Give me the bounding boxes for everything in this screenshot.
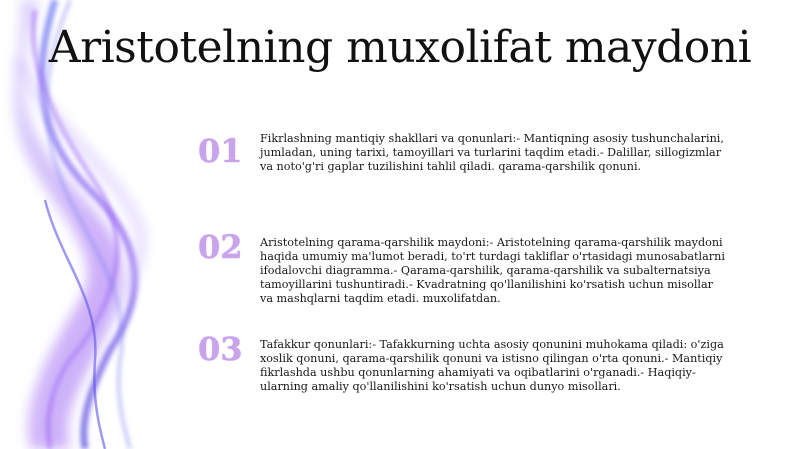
item-number: 02	[198, 228, 243, 266]
item-number: 03	[198, 330, 243, 368]
page-title: Aristotelning muxolifat maydoni	[48, 22, 752, 73]
item-number: 01	[198, 132, 243, 170]
item-text: Fikrlashning mantiqiy shakllari va qonunlari:- Mantiqning asosiy tushunchalarini, jumladan, uning tarixi, tamoyillari va turlarini taqdim etadi.- Dalillar, sillogizmlar va noto'g'ri gaplar tuzilishini tahlil qiladi. qarama-qarshilik qonuni.	[260, 132, 724, 173]
item-text: Tafakkur qonunlari:- Tafakkurning uchta asosiy qonunini muhokama qiladi: o'ziga xoslik qonuni, qarama-qarshilik qonuni va istisno qilingan o'rta qonuni.- Mantiqiy fikrlashda ushbu qonunlarning ahamiyati va oqibatlarini o'rganadi.- Haqiqiy-ularning amaliy qo'llanilishini ko'rsatish uchun dunyo misollari.	[260, 338, 724, 393]
item-text: Aristotelning qarama-qarshilik maydoni:- Aristotelning qarama-qarshilik maydoni haqida umumiy ma'lumot beradi, to'rt turdagi takliflar o'rtasidagi munosabatlarni ifodalovchi diagramma.- Qarama-qarshilik, qarama-qarshilik va subalternatsiya tamoyillarini tushuntiradi.- Kvadratning qo'llanilishini ko'rsatish uchun misollar va mashqlarni taqdim etadi. muxolifatdan.	[260, 236, 725, 305]
